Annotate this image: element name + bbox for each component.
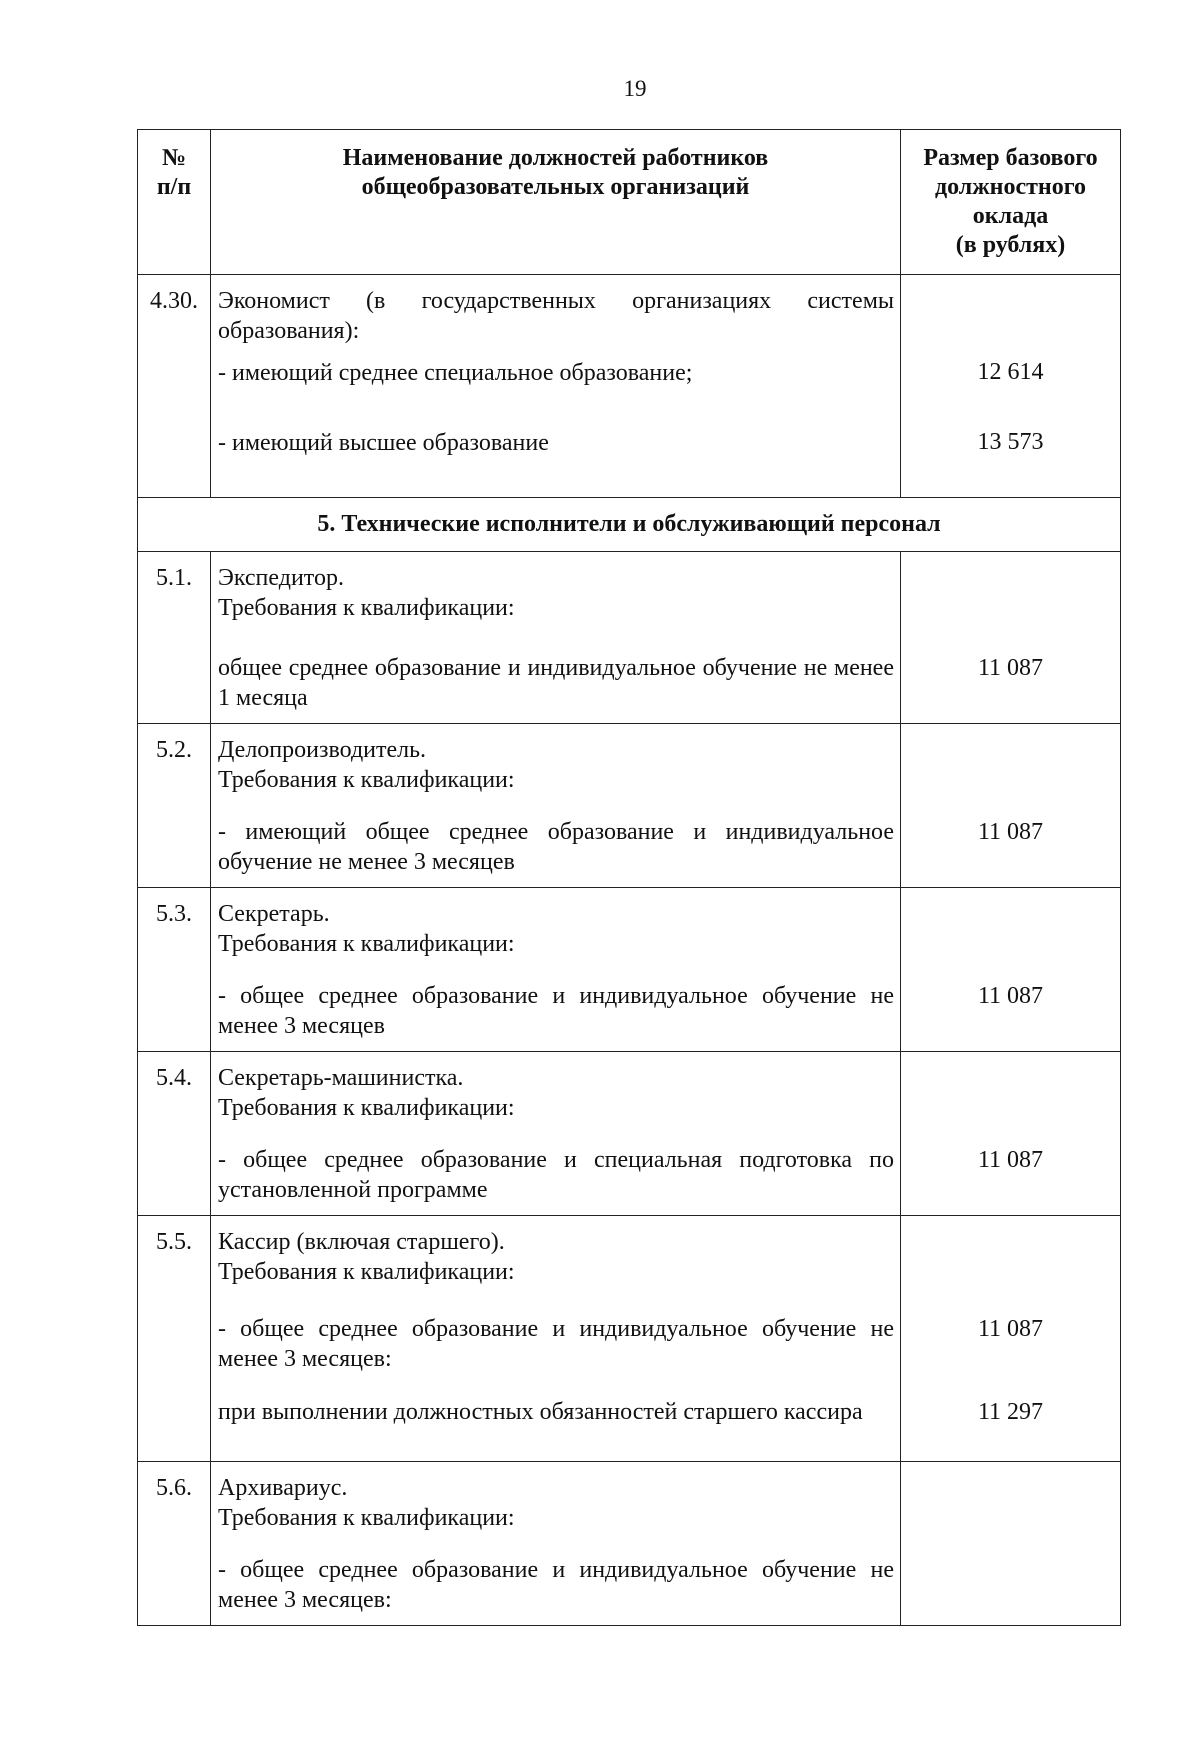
requirements-label: Требования к квалификации: — [218, 595, 515, 621]
qualification-item: при выполнении должностных обязанностей старшего кассира — [218, 1399, 863, 1425]
requirements-label: Требования к квалификации: — [218, 931, 515, 957]
row-number: 5.6. — [138, 1462, 211, 1626]
row-salary — [901, 724, 1121, 888]
table-header-row — [138, 130, 1121, 275]
salary-value: 11 087 — [977, 1147, 1044, 1173]
position-title: Секретарь. — [218, 901, 330, 927]
position-title: Экономист (в государственных организациях системы образования): — [218, 288, 894, 344]
table-row — [138, 1462, 1121, 1626]
header-number — [138, 130, 211, 275]
table-row — [138, 275, 1121, 498]
header-salary-line: (в рублях) — [955, 232, 1066, 258]
header-name-line: общеобразовательных организаций — [361, 174, 750, 200]
qualification-item: - имеющий общее среднее образование и индивидуальное обучение не менее 3 месяцев — [218, 819, 894, 875]
header-salary-line: должностного — [934, 174, 1087, 200]
salary-value: 11 087 — [977, 1316, 1044, 1342]
qualification-item: - имеющий среднее специальное образование; — [218, 360, 693, 386]
salary-value: 11 087 — [977, 819, 1044, 845]
salary-value: 12 614 — [977, 359, 1044, 385]
qualification-item: - общее среднее образование и индивидуальное обучение не менее 3 месяцев: — [218, 1316, 894, 1372]
requirements-label: Требования к квалификации: — [218, 1259, 515, 1285]
row-description — [211, 1216, 901, 1462]
requirements-label: Требования к квалификации: — [218, 767, 515, 793]
table-row — [138, 552, 1121, 724]
header-number-line: п/п — [156, 174, 192, 200]
table-row — [138, 1052, 1121, 1216]
qualification-item: - общее среднее образование и специальная подготовка по установленной программе — [218, 1147, 894, 1203]
row-number: 5.4. — [138, 1052, 211, 1216]
section-title: 5. Технические исполнители и обслуживающий персонал — [138, 498, 1121, 552]
table-row — [138, 724, 1121, 888]
row-description — [211, 724, 901, 888]
row-description — [211, 888, 901, 1052]
header-salary-line: оклада — [972, 203, 1049, 229]
salary-table — [137, 129, 1121, 1626]
qualification-item: общее среднее образование и индивидуальное обучение не менее 1 месяца — [218, 655, 894, 711]
row-number: 5.1. — [138, 552, 211, 724]
position-title: Экспедитор. — [218, 565, 344, 591]
row-number: 4.30. — [138, 275, 211, 498]
table-row — [138, 1216, 1121, 1462]
header-name-line: Наименование должностей работников — [342, 145, 769, 171]
row-description — [211, 1462, 901, 1626]
section-row — [138, 498, 1121, 552]
row-salary — [901, 1462, 1121, 1626]
row-salary — [901, 888, 1121, 1052]
salary-value: 13 573 — [977, 429, 1044, 455]
salary-value: 11 297 — [977, 1399, 1044, 1425]
position-title: Кассир (включая старшего). — [218, 1229, 505, 1255]
qualification-item: - общее среднее образование и индивидуальное обучение не менее 3 месяцев — [218, 983, 894, 1039]
row-description — [211, 275, 901, 498]
position-title: Архивариус. — [218, 1475, 348, 1501]
row-salary — [901, 552, 1121, 724]
requirements-label: Требования к квалификации: — [218, 1505, 515, 1531]
table-row — [138, 888, 1121, 1052]
row-number: 5.5. — [138, 1216, 211, 1462]
salary-value: 11 087 — [977, 983, 1044, 1009]
header-number-line: № — [161, 145, 187, 171]
position-title: Секретарь-машинистка. — [218, 1065, 464, 1091]
salary-value: 11 087 — [977, 655, 1044, 681]
qualification-item: - общее среднее образование и индивидуальное обучение не менее 3 месяцев: — [218, 1557, 894, 1613]
row-salary — [901, 1052, 1121, 1216]
row-description — [211, 1052, 901, 1216]
page-number: 19 — [623, 76, 647, 101]
position-title: Делопроизводитель. — [218, 737, 427, 763]
row-salary — [901, 1216, 1121, 1462]
header-salary — [901, 130, 1121, 275]
header-position-name — [211, 130, 901, 275]
qualification-item: - имеющий высшее образование — [218, 430, 549, 456]
row-description — [211, 552, 901, 724]
row-salary — [901, 275, 1121, 498]
row-number: 5.3. — [138, 888, 211, 1052]
requirements-label: Требования к квалификации: — [218, 1095, 515, 1121]
header-salary-line: Размер базового — [923, 145, 1098, 171]
row-number: 5.2. — [138, 724, 211, 888]
